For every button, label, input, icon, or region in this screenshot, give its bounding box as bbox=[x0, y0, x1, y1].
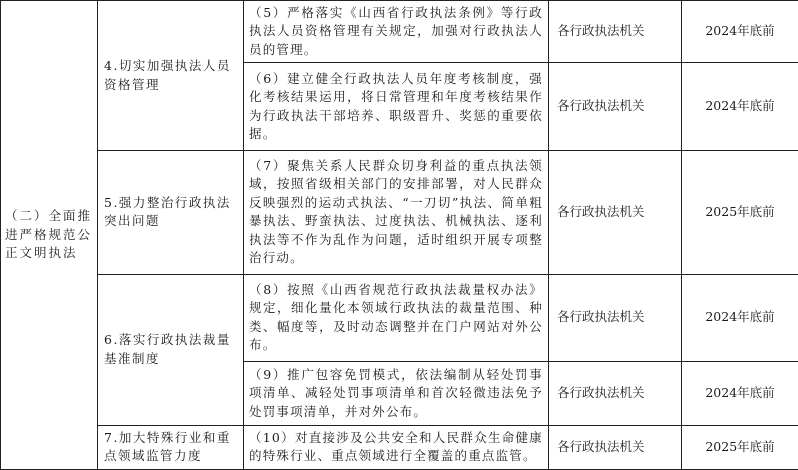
deadline: 2025年底前 bbox=[682, 151, 798, 274]
table-row bbox=[1, 425, 798, 469]
responsible-unit: 各行政执法机关 bbox=[549, 274, 682, 361]
responsible-unit: 各行政执法机关 bbox=[549, 63, 682, 151]
table-row bbox=[1, 151, 798, 274]
measure-text: （9）推广包容免罚模式，依法编制从轻处罚事项清单、减轻处罚事项清单和首次轻微违法免予处罚事项清单，并对外公布。 bbox=[244, 361, 549, 425]
responsible-unit: 各行政执法机关 bbox=[549, 1, 682, 63]
deadline: 2024年底前 bbox=[682, 361, 798, 425]
task-title: 6.落实行政执法裁量基准制度 bbox=[98, 274, 244, 425]
category-cell: （二）全面推进严格规范公正文明执法 bbox=[1, 1, 98, 470]
table-row bbox=[1, 274, 798, 361]
deadline: 2025年底前 bbox=[682, 425, 798, 469]
measure-text: （7）聚焦关系人民群众切身利益的重点执法领域，按照省级相关部门的安排部署，对人民群众反映强烈的运动式执法、“一刀切”执法、简单粗暴执法、野蛮执法、过度执法、机械执法、逐利执法等不作为乱作为问题，适时组织开展专项整治行动。 bbox=[244, 151, 549, 274]
task-title: 7.加大特殊行业和重点领域监管力度 bbox=[98, 425, 244, 469]
deadline: 2024年底前 bbox=[682, 274, 798, 361]
task-title: 5.强力整治行政执法突出问题 bbox=[98, 151, 244, 274]
table-row bbox=[1, 1, 798, 63]
measure-text: （8）按照《山西省规范行政执法裁量权办法》规定，细化量化本领域行政执法的裁量范围、种类、幅度等，及时动态调整并在门户网站对外公布。 bbox=[244, 274, 549, 361]
deadline: 2024年底前 bbox=[682, 1, 798, 63]
responsible-unit: 各行政执法机关 bbox=[549, 361, 682, 425]
deadline: 2024年底前 bbox=[682, 63, 798, 151]
measure-text: （6）建立健全行政执法人员年度考核制度，强化考核结果运用，将日常管理和年度考核结果作为行政执法干部培养、职级晋升、奖惩的重要依据。 bbox=[244, 63, 549, 151]
responsible-unit: 各行政执法机关 bbox=[549, 425, 682, 469]
task-title: 4.切实加强执法人员资格管理 bbox=[98, 1, 244, 151]
measure-text: （5）严格落实《山西省行政执法条例》等行政执法人员资格管理有关规定，加强对行政执法人员的管理。 bbox=[244, 1, 549, 63]
measure-text: （10）对直接涉及公共安全和人民群众生命健康的特殊行业、重点领域进行全覆盖的重点监管。 bbox=[244, 425, 549, 469]
responsible-unit: 各行政执法机关 bbox=[549, 151, 682, 274]
